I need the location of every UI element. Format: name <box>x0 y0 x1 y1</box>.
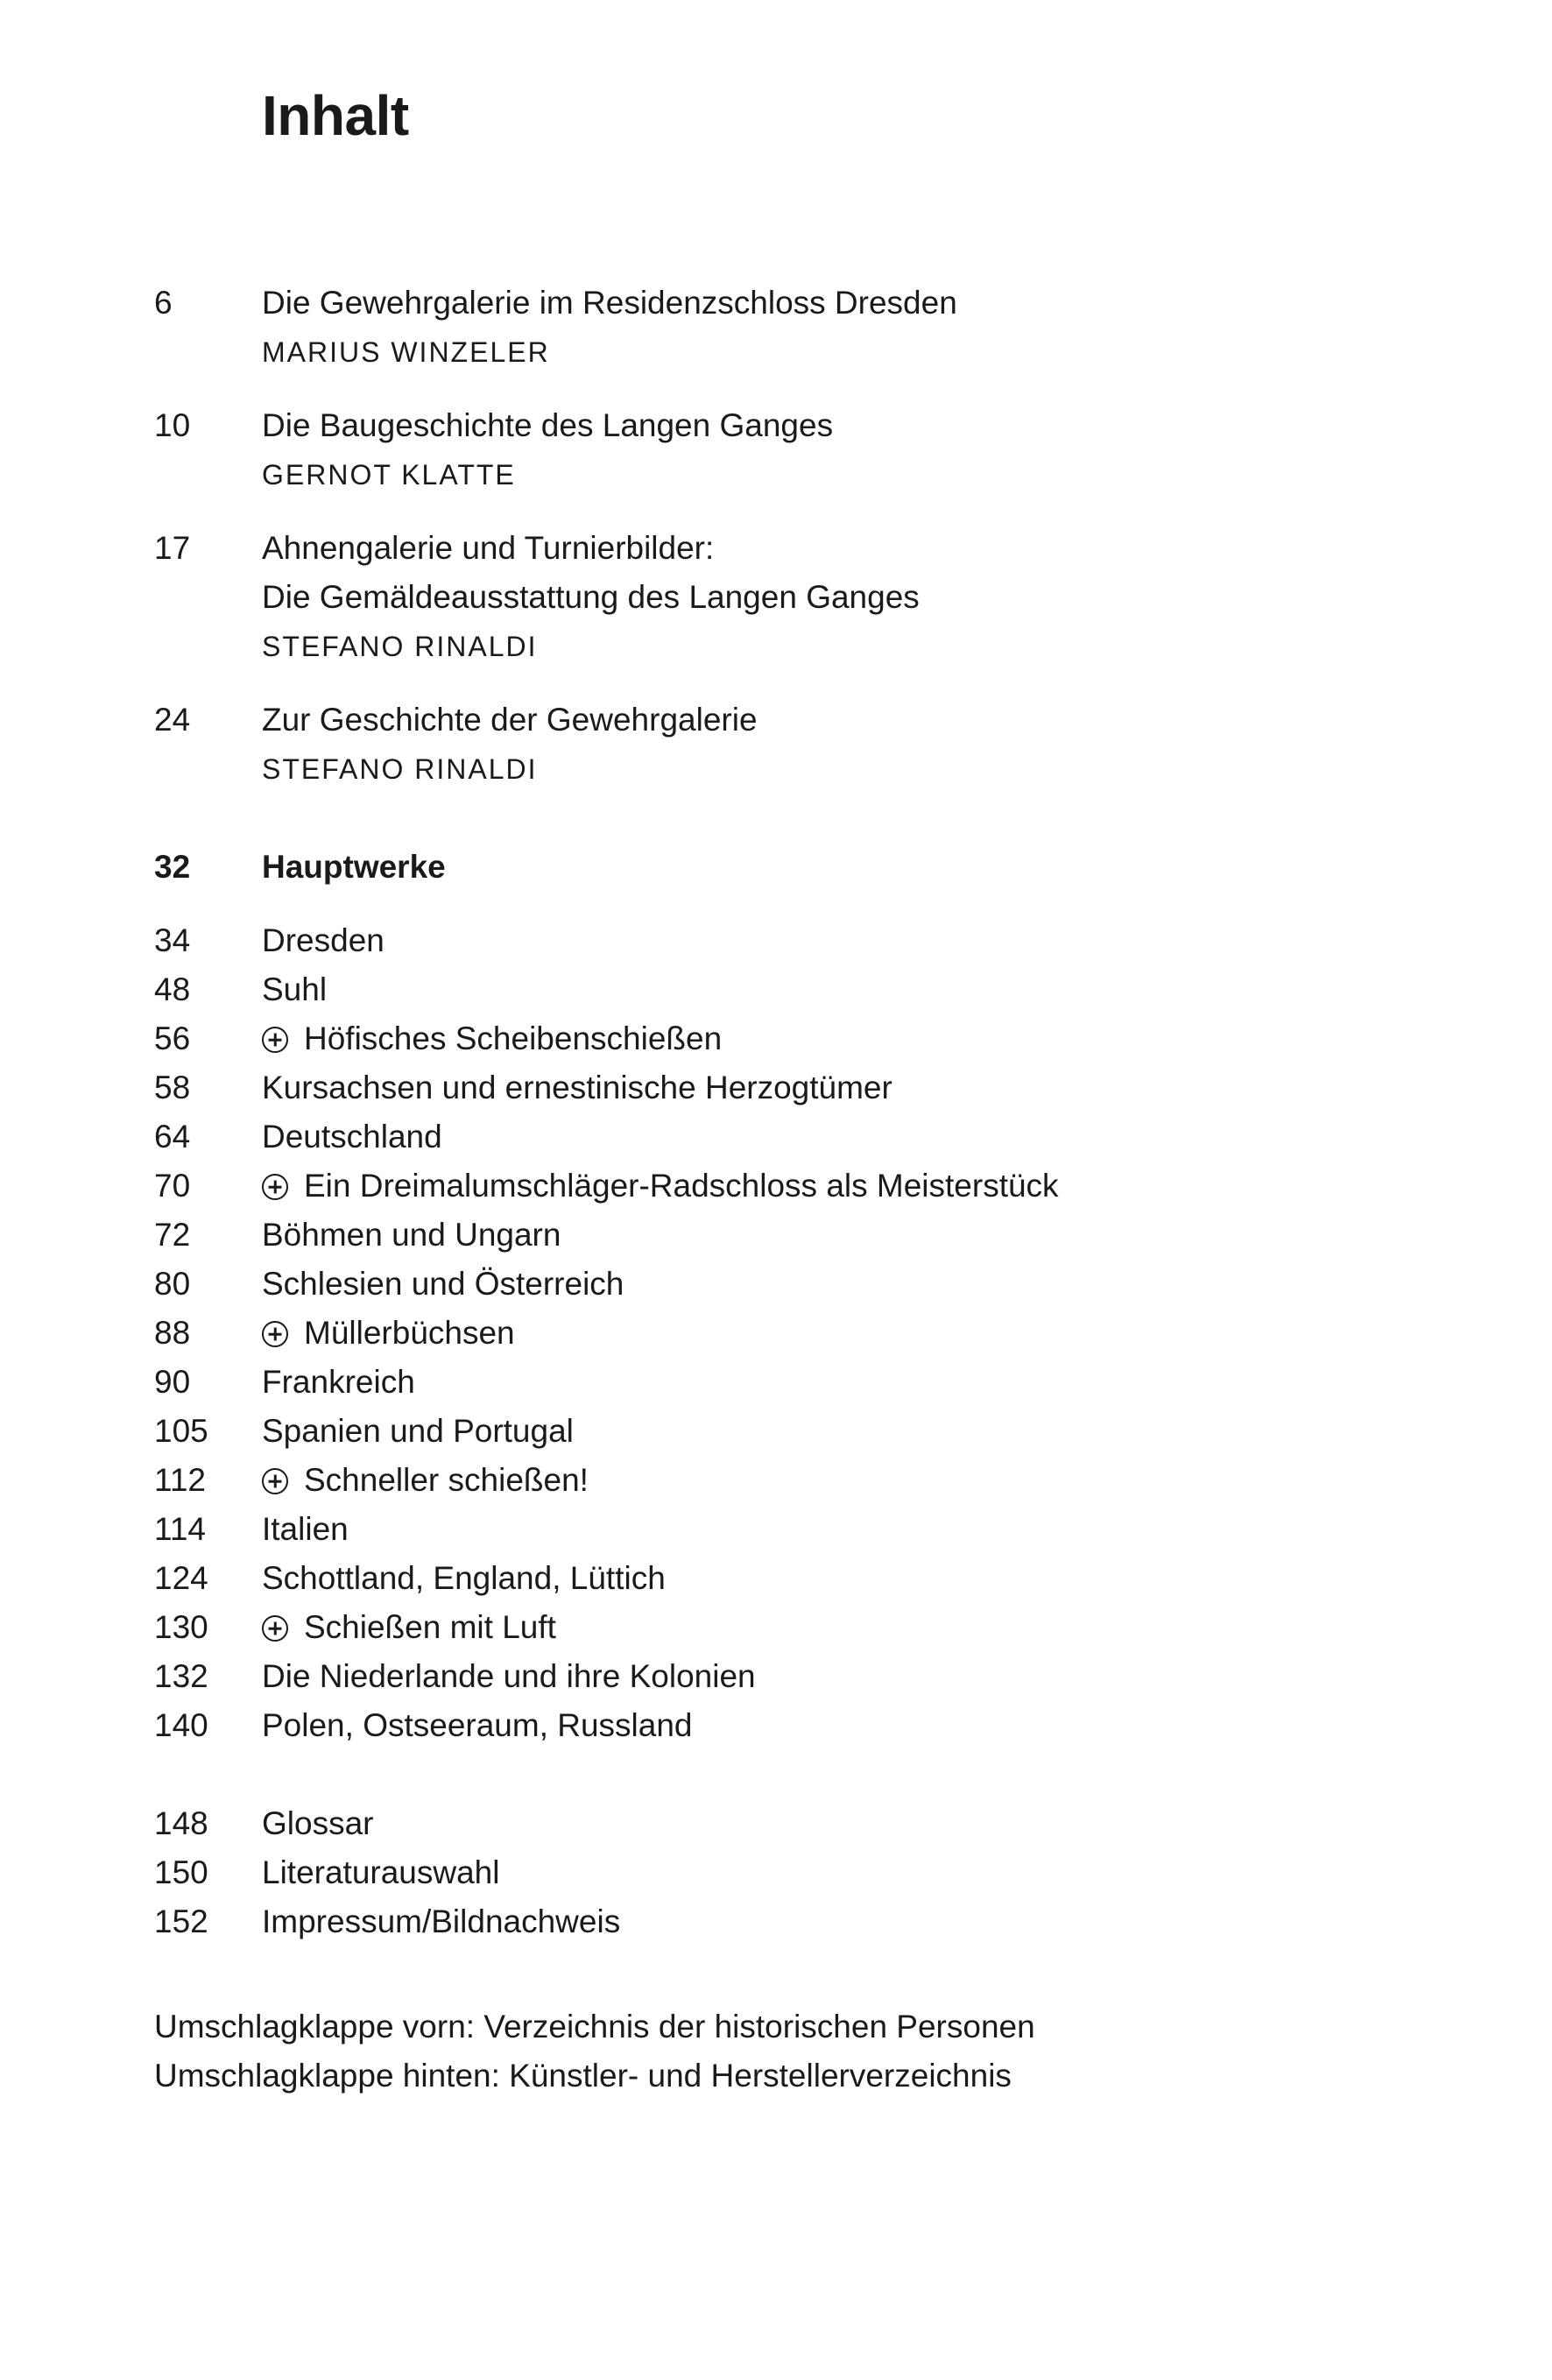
entry-author: GERNOT KLATTE <box>262 459 516 491</box>
entry-page-number: 132 <box>154 1658 208 1694</box>
entry-page-number: 148 <box>154 1805 208 1841</box>
entry-title: Schneller schießen! <box>304 1462 589 1498</box>
entry-page-number: 105 <box>154 1413 208 1449</box>
circled-plus-icon <box>262 1174 288 1200</box>
chapter-entry[interactable] <box>154 1603 1468 1652</box>
chapter-entry[interactable] <box>154 1309 1468 1358</box>
chapter-entry[interactable] <box>154 1162 1468 1211</box>
entry-body <box>262 1358 1468 1407</box>
essay-list <box>154 279 1468 794</box>
appendix-list <box>154 1799 1468 1946</box>
entry-page-number: 64 <box>154 1119 191 1155</box>
entry-page-number: 88 <box>154 1315 191 1351</box>
entry-title-line: Zur Geschichte der Gewehrgalerie <box>262 702 758 738</box>
chapter-entry[interactable] <box>154 1701 1468 1750</box>
entry-author: STEFANO RINALDI <box>262 631 538 662</box>
entry-page-number: 140 <box>154 1707 208 1743</box>
entry-title: Dresden <box>262 922 384 958</box>
entry-page-number: 80 <box>154 1266 191 1302</box>
entry-body <box>262 279 1468 377</box>
entry-page-number: 152 <box>154 1903 208 1939</box>
entry-page-number: 70 <box>154 1168 191 1204</box>
entry-page-number: 32 <box>154 849 191 885</box>
entry-title-line: Ahnengalerie und Turnierbilder: <box>262 530 715 566</box>
entry-title: Hauptwerke <box>262 849 446 885</box>
essay-entry[interactable] <box>154 279 1468 377</box>
chapter-entry[interactable] <box>154 1358 1468 1407</box>
entry-title: Literaturauswahl <box>262 1854 500 1890</box>
chapter-entry[interactable] <box>154 1211 1468 1260</box>
essay-entry[interactable] <box>154 401 1468 499</box>
entry-body <box>262 1309 1468 1358</box>
entry-title-line: Die Gemäldeausstattung des Langen Ganges <box>262 579 920 615</box>
entry-page-number: 56 <box>154 1021 191 1056</box>
chapter-list <box>154 916 1468 1750</box>
entry-title: Höfisches Scheibenschießen <box>304 1021 723 1056</box>
entry-title-line: Die Gewehrgalerie im Residenzschloss Dresden <box>262 285 957 321</box>
appendix-entry[interactable] <box>154 1848 1468 1897</box>
entry-title: Frankreich <box>262 1364 415 1400</box>
entry-body <box>262 965 1468 1014</box>
page-title: Inhalt <box>262 84 409 147</box>
entry-title: Suhl <box>262 971 328 1007</box>
chapter-entry[interactable] <box>154 1260 1468 1309</box>
entry-page-number: 34 <box>154 922 191 958</box>
circled-plus-icon <box>262 1321 288 1347</box>
entry-body <box>262 401 1468 499</box>
table-of-contents <box>154 279 1468 1946</box>
entry-page-number: 24 <box>154 702 191 738</box>
entry-page-number: 48 <box>154 971 191 1007</box>
flap-note-front: Umschlagklappe vorn: Verzeichnis der historischen Personen <box>154 2009 1035 2045</box>
chapter-entry[interactable] <box>154 1652 1468 1701</box>
entry-title: Polen, Ostseeraum, Russland <box>262 1707 693 1743</box>
entry-body <box>262 1652 1468 1701</box>
flap-note-back: Umschlagklappe hinten: Künstler- und Herstellerverzeichnis <box>154 2058 1012 2094</box>
entry-page-number: 6 <box>154 285 173 321</box>
circled-plus-icon <box>262 1027 288 1053</box>
entry-body <box>262 916 1468 965</box>
circled-plus-icon <box>262 1468 288 1494</box>
entry-title: Böhmen und Ungarn <box>262 1217 561 1253</box>
entry-body <box>262 696 1468 794</box>
entry-page-number: 114 <box>154 1511 206 1547</box>
entry-title: Ein Dreimalumschläger-Radschloss als Meisterstück <box>304 1168 1059 1204</box>
entry-body <box>262 1260 1468 1309</box>
entry-title: Die Niederlande und ihre Kolonien <box>262 1658 756 1694</box>
entry-author: STEFANO RINALDI <box>262 753 538 785</box>
chapter-entry[interactable] <box>154 965 1468 1014</box>
entry-page-number: 130 <box>154 1609 208 1645</box>
entry-body <box>262 524 1468 671</box>
entry-title: Italien <box>262 1511 349 1547</box>
chapter-entry[interactable] <box>154 1407 1468 1456</box>
entry-title: Kursachsen und ernestinische Herzogtümer <box>262 1070 892 1105</box>
chapter-entry[interactable] <box>154 1456 1468 1505</box>
essay-entry[interactable] <box>154 524 1468 671</box>
entry-title-line: Die Baugeschichte des Langen Ganges <box>262 407 834 443</box>
entry-title: Müllerbüchsen <box>304 1315 515 1351</box>
essay-entry[interactable] <box>154 696 1468 794</box>
appendix-entry[interactable] <box>154 1897 1468 1946</box>
entry-body <box>262 1211 1468 1260</box>
entry-page-number: 17 <box>154 530 191 566</box>
chapter-entry[interactable] <box>154 1014 1468 1063</box>
entry-title: Glossar <box>262 1805 374 1841</box>
entry-body <box>262 1554 1468 1603</box>
entry-page-number: 90 <box>154 1364 191 1400</box>
entry-body <box>262 1603 1468 1652</box>
flap-notes <box>154 2002 1035 2101</box>
entry-title: Schlesien und Österreich <box>262 1266 624 1302</box>
appendix-entry[interactable] <box>154 1799 1468 1848</box>
entry-page-number: 72 <box>154 1217 191 1253</box>
entry-title: Spanien und Portugal <box>262 1413 574 1449</box>
chapter-entry[interactable] <box>154 916 1468 965</box>
entry-author: MARIUS WINZELER <box>262 336 550 368</box>
entry-page-number: 112 <box>154 1462 206 1498</box>
entry-page-number: 10 <box>154 407 191 443</box>
entry-page-number: 150 <box>154 1854 208 1890</box>
chapter-entry[interactable] <box>154 1112 1468 1162</box>
entry-body <box>262 1162 1468 1211</box>
chapter-entry[interactable] <box>154 1063 1468 1112</box>
entry-title: Schießen mit Luft <box>304 1609 556 1645</box>
entry-page-number: 58 <box>154 1070 191 1105</box>
entry-title: Schottland, England, Lüttich <box>262 1560 666 1596</box>
circled-plus-icon <box>262 1615 288 1642</box>
entry-title: Deutschland <box>262 1119 442 1155</box>
entry-body <box>262 1063 1468 1112</box>
chapter-entry[interactable] <box>154 1554 1468 1603</box>
entry-body <box>262 1456 1468 1505</box>
entry-body <box>262 1407 1468 1456</box>
entry-title: Impressum/Bildnachweis <box>262 1903 621 1939</box>
main-section-entry[interactable] <box>154 843 1468 892</box>
entry-body <box>262 1701 1468 1750</box>
entry-body <box>262 1014 1468 1063</box>
entry-body <box>262 1112 1468 1162</box>
entry-page-number: 124 <box>154 1560 208 1596</box>
chapter-entry[interactable] <box>154 1505 1468 1554</box>
entry-body <box>262 1505 1468 1554</box>
